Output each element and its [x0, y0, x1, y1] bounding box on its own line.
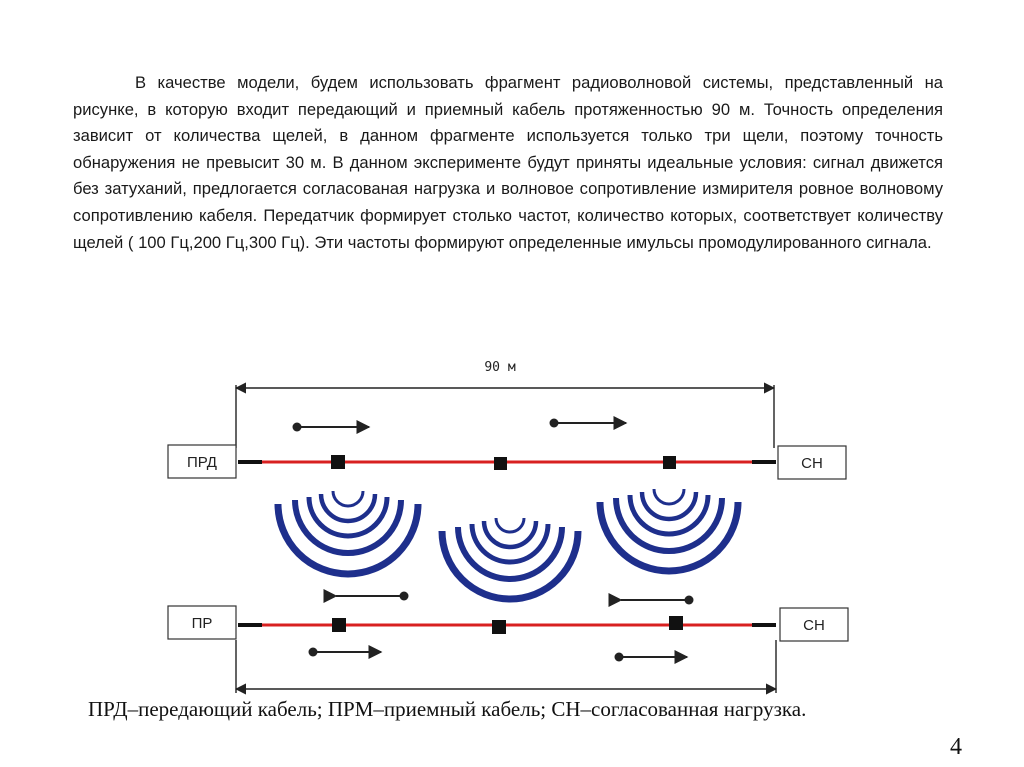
transmit-signal-arrows: [293, 419, 627, 432]
dimension-top: [236, 360, 774, 448]
receiver-label: ПР: [191, 615, 213, 632]
receive-signal-arrows-lower: [309, 648, 688, 662]
receive-slot-3: [669, 616, 683, 630]
dimension-bottom: [236, 640, 776, 693]
radiated-waves: [278, 489, 738, 599]
transmitter-label: ПРД: [187, 454, 217, 471]
dimension-label: 90 м: [484, 360, 516, 375]
wave-group-3: [600, 489, 738, 571]
wave-group-2: [442, 518, 578, 599]
slot-3: [663, 456, 676, 469]
slot-1: [331, 455, 345, 469]
description-paragraph: В качестве модели, будем использовать фрагмент радиоволновой системы, представленный на рисунке, в которую входит передающий и приемный кабель протяженностью 90 м. Точность определения зависит от количества щелей, в данном фрагменте используется только три щели, поэтому точность обнаружения не превысит 30 м. В данном эксперименте будут приняты идеальные условия: сигнал движется без затуханий, предлогается согласованая нагрузка и волновое сопротивление измирителя ровное волновому сопротивлению кабеля. Передатчик формирует столько частот, количество которых, соответствует количеству щелей ( 100 Гц,200 Гц,300 Гц). Эти частоты формируют определенные имульсы промодулированного сигнала.: [73, 73, 943, 252]
wave-group-1: [278, 491, 418, 574]
matched-load-label-bottom: СН: [803, 617, 825, 634]
matched-load-label-top: СН: [801, 455, 823, 472]
slide-number: 4: [950, 734, 962, 760]
transmit-cable-row: [168, 445, 846, 479]
receive-slot-2: [492, 620, 506, 634]
legend-caption: ПРД–передающий кабель; ПРМ–приемный кабель; СН–согласованная нагрузка.: [88, 697, 807, 721]
slot-2: [494, 457, 507, 470]
receive-slot-1: [332, 618, 346, 632]
receive-cable-row: [168, 606, 848, 641]
